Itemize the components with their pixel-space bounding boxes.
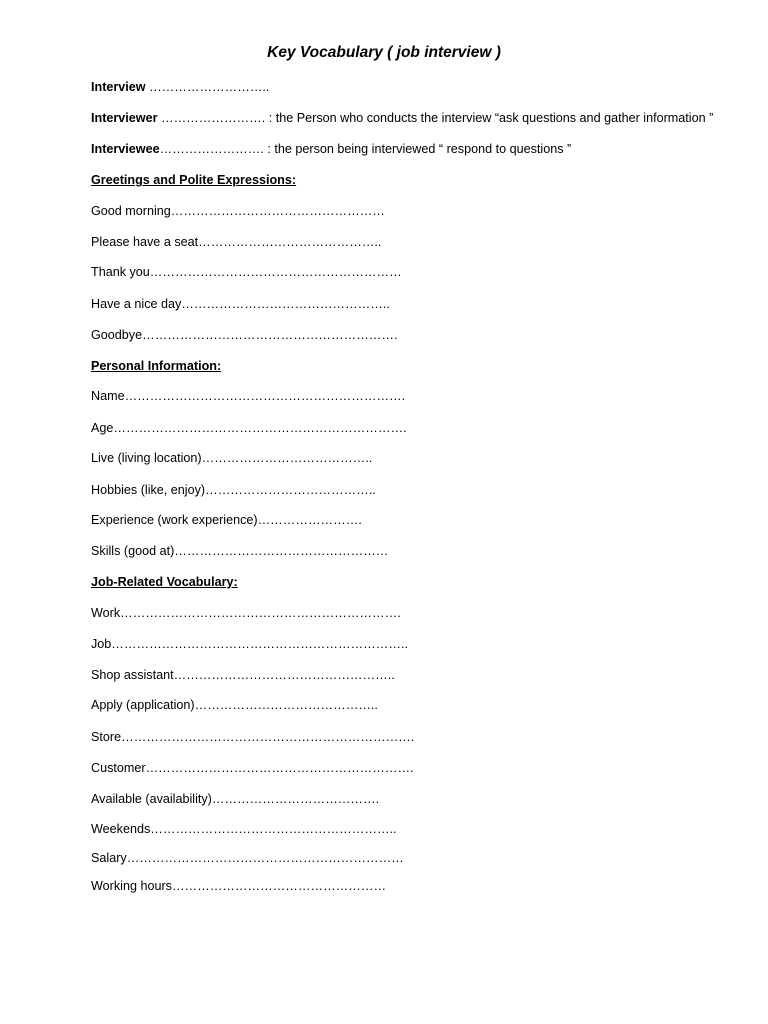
vocab-item: Shop assistant…………………………………………….. <box>91 668 395 682</box>
section-heading-greetings: Greetings and Polite Expressions: <box>91 173 297 187</box>
vocab-item: Weekends………………………………………………….. <box>91 822 397 836</box>
vocab-item: Good morning…………………………………………… <box>91 204 385 218</box>
vocab-item: Work…………………………………………………………. <box>91 606 401 620</box>
vocab-item: Goodbye……………………………………………………. <box>91 328 398 342</box>
term-interview: Interview <box>91 80 146 94</box>
vocab-item: Have a nice day………………………………………….. <box>91 297 390 311</box>
definition-interview <box>91 80 269 94</box>
vocab-item: Salary………………………………………………………… <box>91 851 404 865</box>
vocab-item: Experience (work experience)……………………. <box>91 513 362 527</box>
vocab-item: Please have a seat…………………………………….. <box>91 235 382 249</box>
definition-interviewer <box>91 111 713 125</box>
vocab-item: Hobbies (like, enjoy)………………………………….. <box>91 483 376 497</box>
vocab-item: Job…………………………………………………………….. <box>91 637 408 651</box>
vocab-item: Live (living location)………………………………….. <box>91 451 373 465</box>
vocab-item: Apply (application)…………………………………….. <box>91 698 378 712</box>
vocab-item: Skills (good at)…………………………………………… <box>91 544 389 558</box>
vocab-item: Working hours…………………………………………… <box>91 879 387 893</box>
vocab-item: Store……………………………………………………………. <box>91 730 415 744</box>
vocab-item: Available (availability)…………………………………. <box>91 792 380 806</box>
definition-text: ……………………. : the person being interviewed “ respond to questions ” <box>159 142 572 156</box>
section-heading-personal: Personal Information: <box>91 359 222 373</box>
vocab-item: Age……………………………………………………………. <box>91 421 407 435</box>
page-title: Key Vocabulary ( job interview ) <box>267 44 501 61</box>
definition-text: ……………………. : the Person who conducts the interview “ask questions and gather information ” <box>157 111 714 125</box>
definition-interviewee <box>91 142 571 156</box>
term-interviewer: Interviewer <box>91 111 158 125</box>
vocab-item: Customer………………………………………………………. <box>91 761 414 775</box>
term-interviewee: Interviewee <box>91 142 160 156</box>
definition-text: ……………………….. <box>145 80 270 94</box>
vocab-item: Thank you…………………………………………………… <box>91 265 402 279</box>
section-heading-job: Job-Related Vocabulary: <box>91 575 238 589</box>
vocab-item: Name…………………………………………………………. <box>91 389 406 403</box>
